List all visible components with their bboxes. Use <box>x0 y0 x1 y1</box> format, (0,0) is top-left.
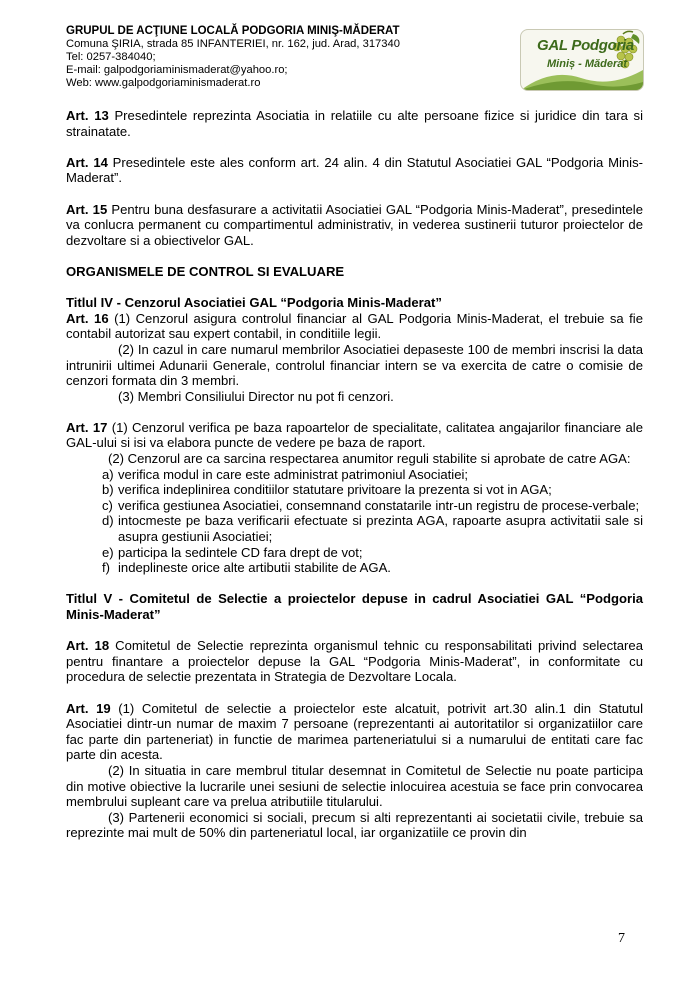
article-label: Art. 16 <box>66 310 109 326</box>
article-16-paragraph-2: (2) In cazul in care numarul membrilor Asociatiei depaseste 100 de membri inscrisi la data intrunirii ultimei Adunarii Generale, controlul financiar intern se va exercita de catre o comisie de cenzori formata din 3 membri. <box>66 341 643 389</box>
article-17-paragraph-1 <box>66 420 643 451</box>
article-label: Art. 17 <box>66 419 108 435</box>
list-item-text: verifica modul in care este administrat patrimoniul Asociatiei; <box>118 466 469 482</box>
article-text: (1) Cenzorul asigura controlul financiar al GAL Podgoria Minis-Maderat, el trebuie sa fie contabil autorizat sau expert contabil, in conditiile legii. <box>66 310 643 342</box>
section-heading: ORGANISMELE DE CONTROL SI EVALUARE <box>66 263 345 279</box>
article-19-paragraph-3: (3) Partenerii economici si sociali, precum si alti reprezentanti ai societatii civile, trebuie sa reprezinte mai mult de 50% din parteneriatul local, iar organizatiile ce provin din <box>66 809 643 841</box>
article-19-paragraph-1 <box>66 701 643 763</box>
article-label: Art. 13 <box>66 108 109 123</box>
list-item <box>66 482 643 498</box>
list-letter: c) <box>102 497 113 513</box>
list-item <box>66 467 643 483</box>
article-text: (1) Comitetul de selectie a proiectelor este alcatuit, potrivit art.30 alin.1 din Statutul Asociatiei dintr-un numar de maxim 7 persoane (reprezentanti ai autoritatilor si organizatiilor care fac parte din parteneriat) in functie de marimea parteneriatului si a numarului de entitati care fac parte din acesta. <box>66 700 643 763</box>
list-item-text: verifica indeplinirea conditiilor statutare privitoare la prezenta si vot in AGA; <box>118 482 552 498</box>
list-letter: d) <box>102 513 114 529</box>
title-v-heading: Titlul V - Comitetul de Selectie a proiectelor depuse in cadrul Asociatiei GAL “Podgoria Minis-Maderat” <box>66 591 643 622</box>
page-number: 7 <box>618 931 625 946</box>
article-label: Art. 18 <box>66 638 110 654</box>
list-item <box>66 545 643 561</box>
article-text: Comitetul de Selectie reprezinta organismul tehnic cu responsabilitati privind selectarea pentru finantare a proiectelor depuse la GAL “Podgoria Minis-Maderat”, in conformitate cu procedura de selectie prezentata in Strategia de Dezvoltare Locala. <box>66 638 643 685</box>
article-16-paragraph-1 <box>66 311 643 342</box>
organization-name: GRUPUL DE ACŢIUNE LOCALĂ PODGORIA MINIŞ-MĂDERAT <box>66 25 400 37</box>
article-18 <box>66 638 643 685</box>
article-label: Art. 19 <box>66 700 111 716</box>
letterhead <box>66 25 646 95</box>
list-letter: b) <box>102 482 114 498</box>
list-letter: e) <box>102 544 114 560</box>
list-item <box>66 560 643 576</box>
list-item <box>66 513 643 544</box>
list-item-text: indeplineste orice alte artibutii stabilite de AGA. <box>118 560 391 576</box>
title-iv-heading: Titlul IV - Cenzorul Asociatiei GAL “Podgoria Minis-Maderat” <box>66 295 442 311</box>
article-label: Art. 15 <box>66 201 108 217</box>
organization-website: Web: www.galpodgoriaminismaderat.ro <box>66 77 261 89</box>
organization-address: Comuna ŞIRIA, strada 85 INFANTERIEI, nr. 162, jud. Arad, 317340 <box>66 38 400 50</box>
article-text: Presedintele reprezinta Asociatia in relatiile cu alte persoane fizice si juridice din tara si strainatate. <box>66 108 643 139</box>
list-item-text: intocmeste pe baza verificarii efectuate si prezinta AGA, rapoarte asupra activitatii sale si asupra gestiunii Asociatiei; <box>118 513 643 545</box>
article-label: Art. 14 <box>66 154 108 170</box>
article-text: Pentru buna desfasurare a activitatii Asociatiei GAL “Podgoria Minis-Maderat”, presedintele va conlucra permanent cu compartimentul administrativ, in vederea sustinerii tuturor proiectelor de dezvoltare si a obiectivelor GAL. <box>66 201 643 248</box>
article-17-list <box>66 467 643 576</box>
article-15 <box>66 202 643 249</box>
logo-subtitle: Miniș - Măderat <box>547 58 628 70</box>
article-text: (1) Cenzorul verifica pe baza rapoartelor de specialitate, calitatea angajarilor financiare ale GAL-ului si isi va elabora puncte de vedere pe baza de raport. <box>66 419 643 451</box>
logo-title: GAL Podgoria <box>537 37 634 54</box>
organization-phone: Tel: 0257-384040; <box>66 51 156 63</box>
article-13 <box>66 108 643 139</box>
list-item-text: participa la sedintele CD fara drept de vot; <box>118 544 363 560</box>
article-14 <box>66 155 643 186</box>
document-body <box>66 108 643 841</box>
article-17-paragraph-2: (2) Cenzorul are ca sarcina respectarea anumitor reguli stabilite si aprobate de catre AGA: <box>108 451 631 467</box>
gal-logo <box>520 29 644 91</box>
list-item-text: verifica gestiunea Asociatiei, consemnand constatarile intr-un registru de procese-verbale; <box>118 497 640 513</box>
article-text: Presedintele este ales conform art. 24 alin. 4 din Statutul Asociatiei GAL “Podgoria Minis-Maderat”. <box>66 154 643 186</box>
list-item <box>66 498 643 514</box>
organization-email: E-mail: galpodgoriaminismaderat@yahoo.ro; <box>66 64 288 76</box>
list-letter: a) <box>102 466 114 482</box>
article-16-paragraph-3: (3) Membri Consiliului Director nu pot fi cenzori. <box>118 388 394 404</box>
list-letter: f) <box>102 560 110 576</box>
article-19-paragraph-2: (2) In situatia in care membrul titular desemnat in Comitetul de Selectie nu poate participa din motive obiective la lucrarile unei sesiuni de selectie inlocuirea acestuia se face prin convocarea membrului supleant care va prelua atributiile titularului. <box>66 762 643 810</box>
